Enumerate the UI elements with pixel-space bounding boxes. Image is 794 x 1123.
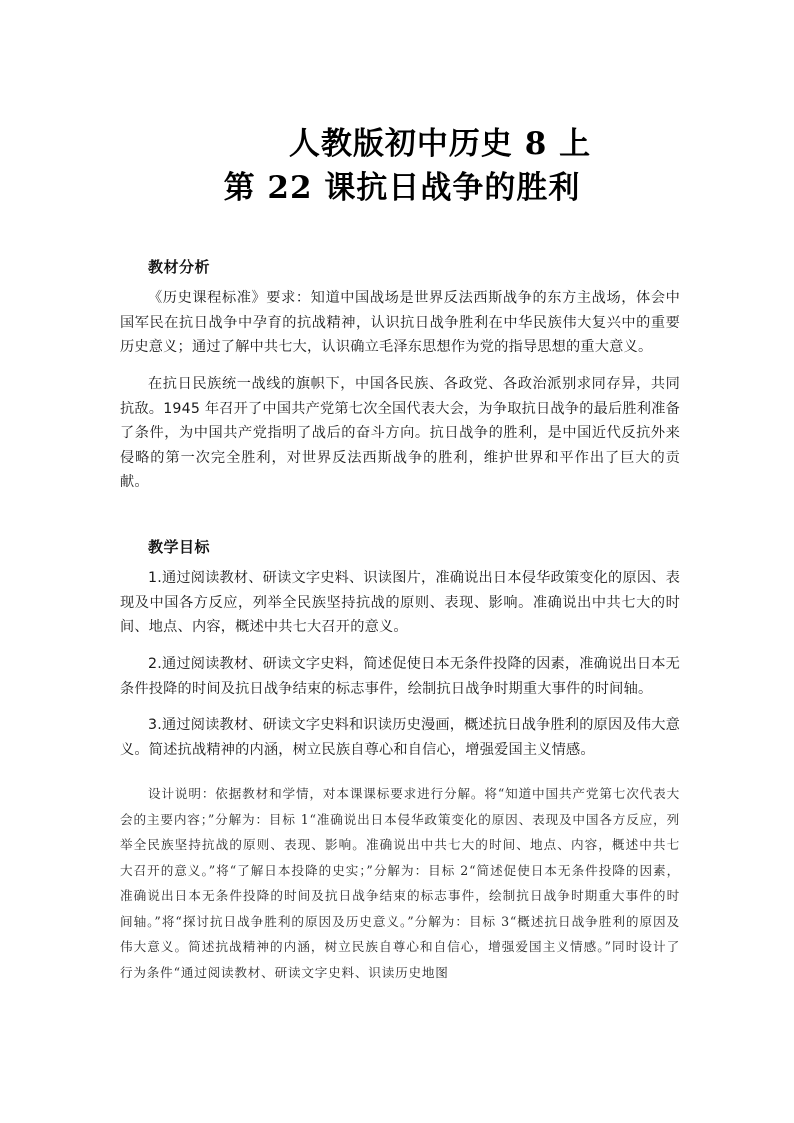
- title-line-1: 人教版初中历史 8 上: [288, 126, 592, 162]
- section-heading-objectives: 教学目标: [148, 538, 211, 556]
- section-heading-analysis: 教材分析: [148, 258, 211, 276]
- objective-paragraph-3: 3.通过阅读教材、研读文字史料和识读历史漫画，概述抗日战争胜利的原因及伟大意义。简述抗战精神的内涵，树立民族自尊心和自信心，增强爱国主义情感。: [120, 717, 680, 758]
- design-note-paragraph: 设计说明：依据教材和学情，对本课课标要求进行分解。将“知道中国共产党第七次代表大会的主要内容；”分解为：目标 1“准确说出日本侵华政策变化的原因、表现及中国各方反应，列举全民族坚持抗战的原则、表现、影响。准确说出中共七大的时间、地点、内容，概述中共七大召开的意义。”将“了解日本投降的史实；”分解为：目标 2“简述促使日本无条件投降的因素，准确说出日本无条件投降的时间及抗日战争结束的标志事件，绘制抗日战争时期重大事件的时间轴。”将“探讨抗日战争胜利的原因及历史意义。”分解为：目标 3“概述抗日战争胜利的原因及伟大意义。简述抗战精神的内涵，树立民族自尊心和自信心，增强爱国主义情感。”同时设计了行为条件“通过阅读教材、研读文字史料、识读历史地图: [120, 786, 680, 980]
- objective-paragraph-2: 2.通过阅读教材、研读文字史料，简述促使日本无条件投降的因素，准确说出日本无条件投降的时间及抗日战争结束的标志事件，绘制抗日战争时期重大事件的时间轴。: [120, 656, 680, 697]
- objective-paragraph-1: 1.通过阅读教材、研读文字史料、识读图片，准确说出日本侵华政策变化的原因、表现及中国各方反应，列举全民族坚持抗战的原则、表现、影响。准确说出中共七大的时间、地点、内容，概述中共七大召开的意义。: [120, 570, 680, 635]
- analysis-paragraph-2: 在抗日民族统一战线的旗帜下，中国各民族、各政党、各政治派别求同存异，共同抗敌。1945 年召开了中国共产党第七次全国代表大会，为争取抗日战争的最后胜利准备了条件，为中国共产党指明了战后的奋斗方向。抗日战争的胜利，是中国近代反抗外来侵略的第一次完全胜利，对世界反法西斯战争的胜利，维护世界和平作出了巨大的贡献。: [120, 376, 680, 490]
- title-line-2: 第 22 课抗日战争的胜利: [223, 170, 581, 206]
- analysis-paragraph-1: 《历史课程标准》要求：知道中国战场是世界反法西斯战争的东方主战场，体会中国军民在抗日战争中孕育的抗战精神，认识抗日战争胜利在中华民族伟大复兴中的重要历史意义；通过了解中共七大，认识确立毛泽东思想作为党的指导思想的重大意义。: [120, 290, 680, 355]
- document-title: [0, 122, 794, 210]
